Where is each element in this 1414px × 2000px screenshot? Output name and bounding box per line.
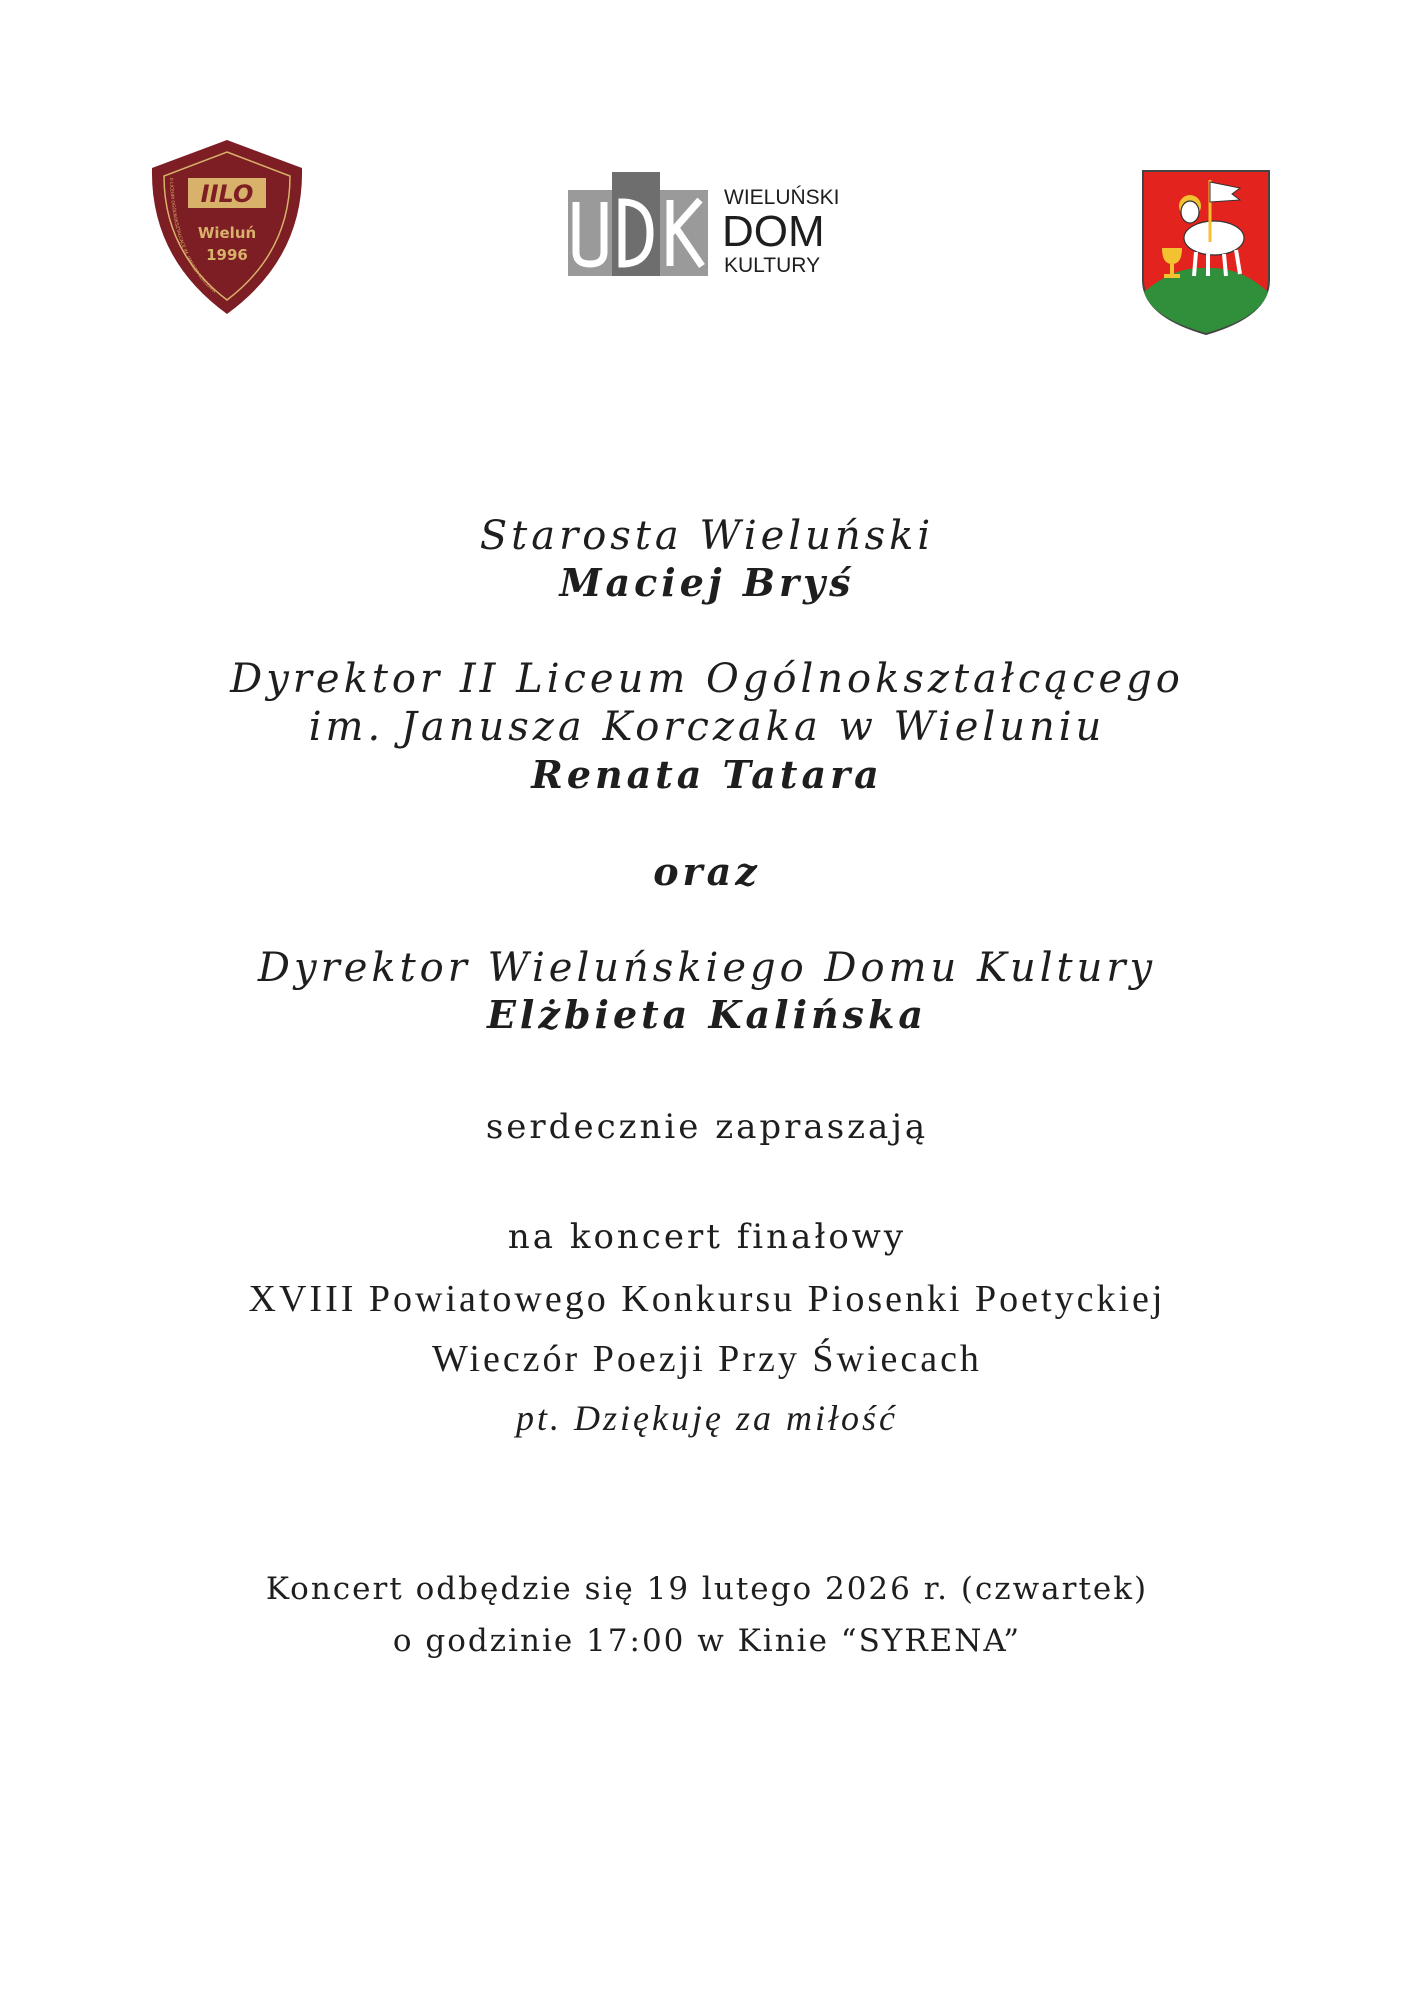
host2-name: Renata Tatara [531,752,883,797]
host3-title: Dyrektor Wieluńskiego Domu Kultury [257,945,1157,991]
lamb-coat-of-arms-icon [1140,168,1272,336]
event-motto: pt. Dziękuję za miłość [516,1398,898,1438]
event-intro: na koncert finałowy [507,1217,907,1257]
conjunction: oraz [653,849,761,894]
host1-title: Starosta Wieluński [479,513,935,559]
iilo-year: 1996 [206,246,248,264]
iilo-mark: IILO [200,180,254,208]
event-subtitle: Wieczór Poezji Przy Świecach [432,1338,982,1380]
wdk-line2: DOM [722,207,825,256]
host1-name: Maciej Bryś [559,560,855,605]
host2-title-line1: Dyrektor II Liceum Ogólnokształcącego [230,656,1184,702]
wdk-culture-house-logo [568,172,858,284]
iilo-city: Wieluń [197,224,257,242]
host3-name: Elżbieta Kalińska [486,992,928,1037]
iilo-school-logo [148,138,306,316]
event-name: XVIII Powiatowego Konkursu Piosenki Poetyckiej [248,1278,1166,1320]
wdk-line3: KULTURY [724,254,821,277]
host2-title-line2: im. Janusza Korczaka w Wieluniu [308,704,1106,750]
invite-phrase: serdecznie zapraszają [485,1107,929,1147]
concert-time-place: o godzinie 17:00 w Kinie “SYRENA” [392,1623,1022,1659]
wdk-line1: WIELUŃSKI [724,186,840,209]
concert-date: Koncert odbędzie się 19 lutego 2026 r. (czwartek) [265,1571,1149,1607]
iilo-ring-text: II LICEUM OGÓLNOKSZTAŁCĄCE IM. JANUSZA KORCZAKA [168,177,217,295]
